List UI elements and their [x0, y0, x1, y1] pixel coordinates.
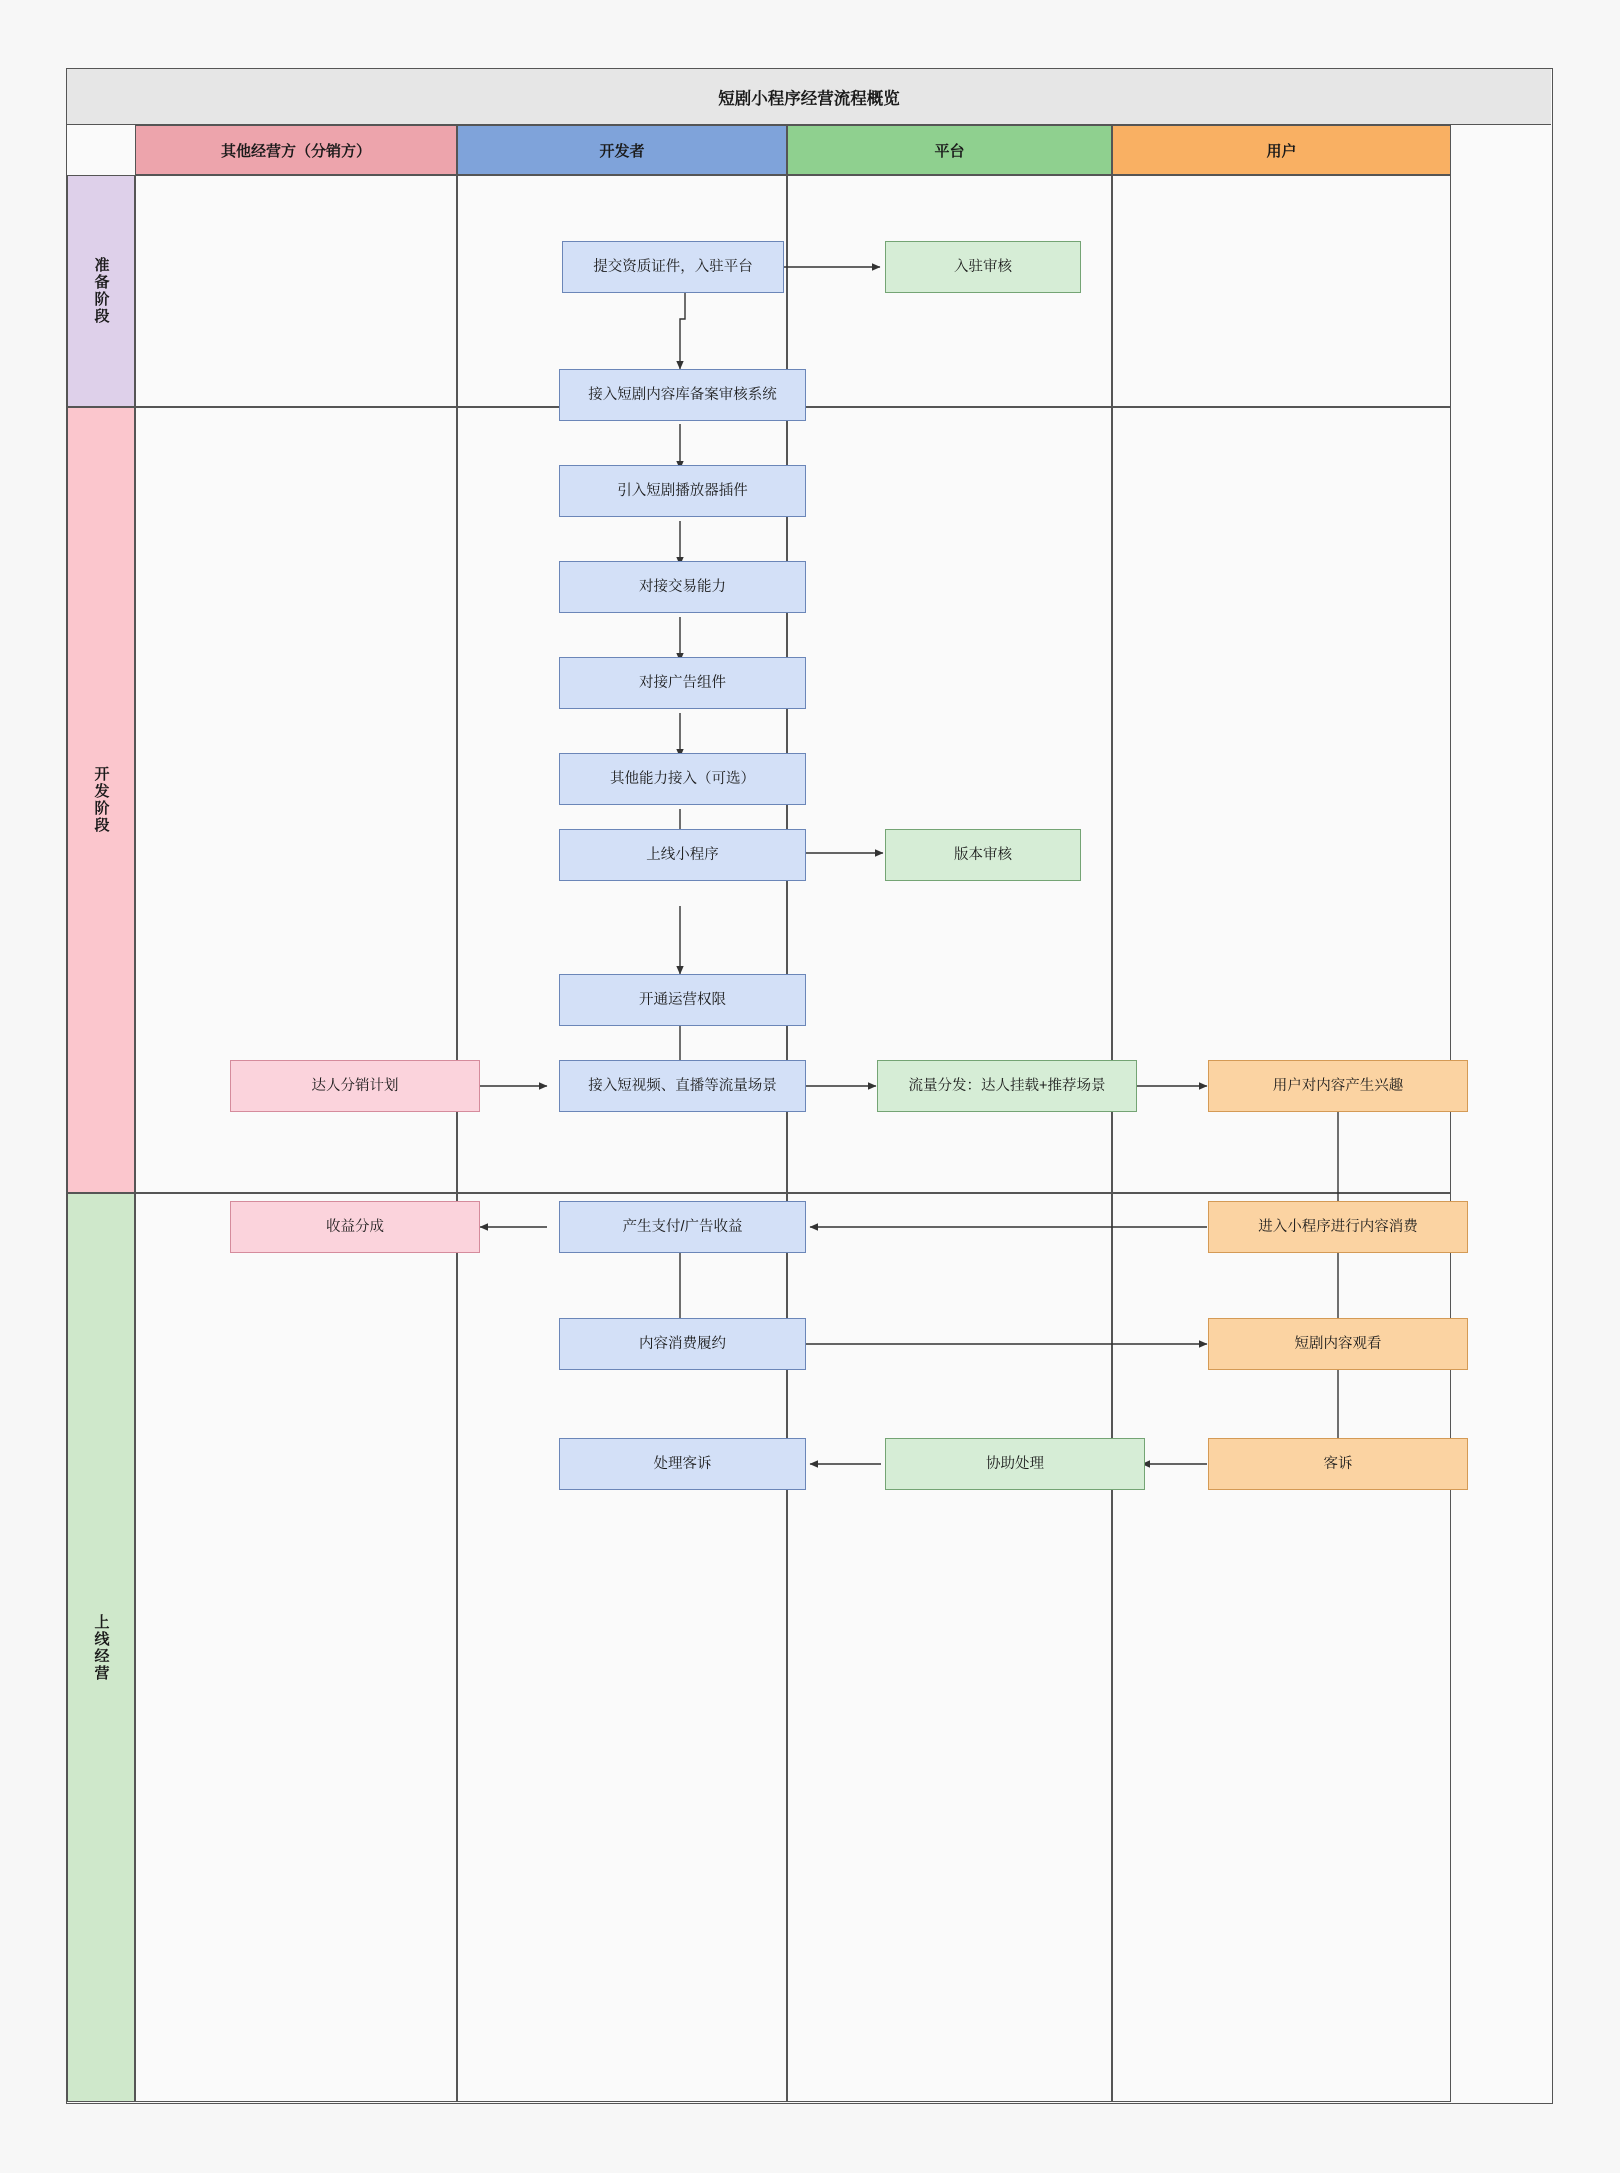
column-header-user-label: 用户	[1266, 142, 1297, 160]
node-revenue-share[interactable]: 收益分成	[230, 1201, 480, 1253]
node-connect-trade[interactable]: 对接交易能力	[559, 561, 806, 613]
node-launch-miniapp[interactable]: 上线小程序	[559, 829, 806, 881]
column-header-platform	[787, 125, 1112, 175]
node-connect-ads[interactable]: 对接广告组件	[559, 657, 806, 709]
column-header-platform-label: 平台	[934, 142, 965, 160]
lane-label-development-text: 开发阶段	[92, 766, 110, 834]
node-complaint[interactable]: 客诉	[1208, 1438, 1468, 1490]
node-connect-traffic-scene[interactable]: 接入短视频、直播等流量场景	[559, 1060, 806, 1112]
node-watch-short-drama[interactable]: 短剧内容观看	[1208, 1318, 1468, 1370]
node-submit-qualification[interactable]: 提交资质证件，入驻平台	[562, 241, 784, 293]
node-import-player-plugin[interactable]: 引入短剧播放器插件	[559, 465, 806, 517]
column-header-user	[1112, 125, 1451, 175]
node-connect-record-system[interactable]: 接入短剧内容库备案审核系统	[559, 369, 806, 421]
node-talent-distribution-plan[interactable]: 达人分销计划	[230, 1060, 480, 1112]
column-header-partner-label: 其他经营方（分销方）	[220, 142, 371, 160]
column-header-developer	[457, 125, 787, 175]
lane-body-operation-partner	[135, 1193, 457, 2102]
lane-label-development	[67, 407, 135, 1193]
flowchart-container	[66, 68, 1553, 2104]
node-payment-ad-revenue[interactable]: 产生支付/广告收益	[559, 1201, 806, 1253]
node-entry-review[interactable]: 入驻审核	[885, 241, 1081, 293]
node-other-capability[interactable]: 其他能力接入（可选）	[559, 753, 806, 805]
node-enter-miniapp-consume[interactable]: 进入小程序进行内容消费	[1208, 1201, 1468, 1253]
lane-body-preparation-user	[1112, 175, 1451, 407]
node-content-fulfillment[interactable]: 内容消费履约	[559, 1318, 806, 1370]
node-open-operation-permission[interactable]: 开通运营权限	[559, 974, 806, 1026]
node-user-interest[interactable]: 用户对内容产生兴趣	[1208, 1060, 1468, 1112]
lane-label-preparation	[67, 175, 135, 407]
lane-label-operation	[67, 1193, 135, 2102]
column-header-developer-label: 开发者	[599, 142, 645, 160]
lane-body-preparation-partner	[135, 175, 457, 407]
column-header-partner	[135, 125, 457, 175]
page-title: 短剧小程序经营流程概览	[67, 69, 1551, 125]
lane-label-preparation-text: 准备阶段	[92, 257, 110, 325]
node-traffic-distribution[interactable]: 流量分发：达人挂载+推荐场景	[877, 1060, 1137, 1112]
lane-body-operation-platform	[787, 1193, 1112, 2102]
node-handle-complaint-developer[interactable]: 处理客诉	[559, 1438, 806, 1490]
node-version-review[interactable]: 版本审核	[885, 829, 1081, 881]
node-assist-handle[interactable]: 协助处理	[885, 1438, 1145, 1490]
lane-label-operation-text: 上线经营	[92, 1613, 110, 1682]
